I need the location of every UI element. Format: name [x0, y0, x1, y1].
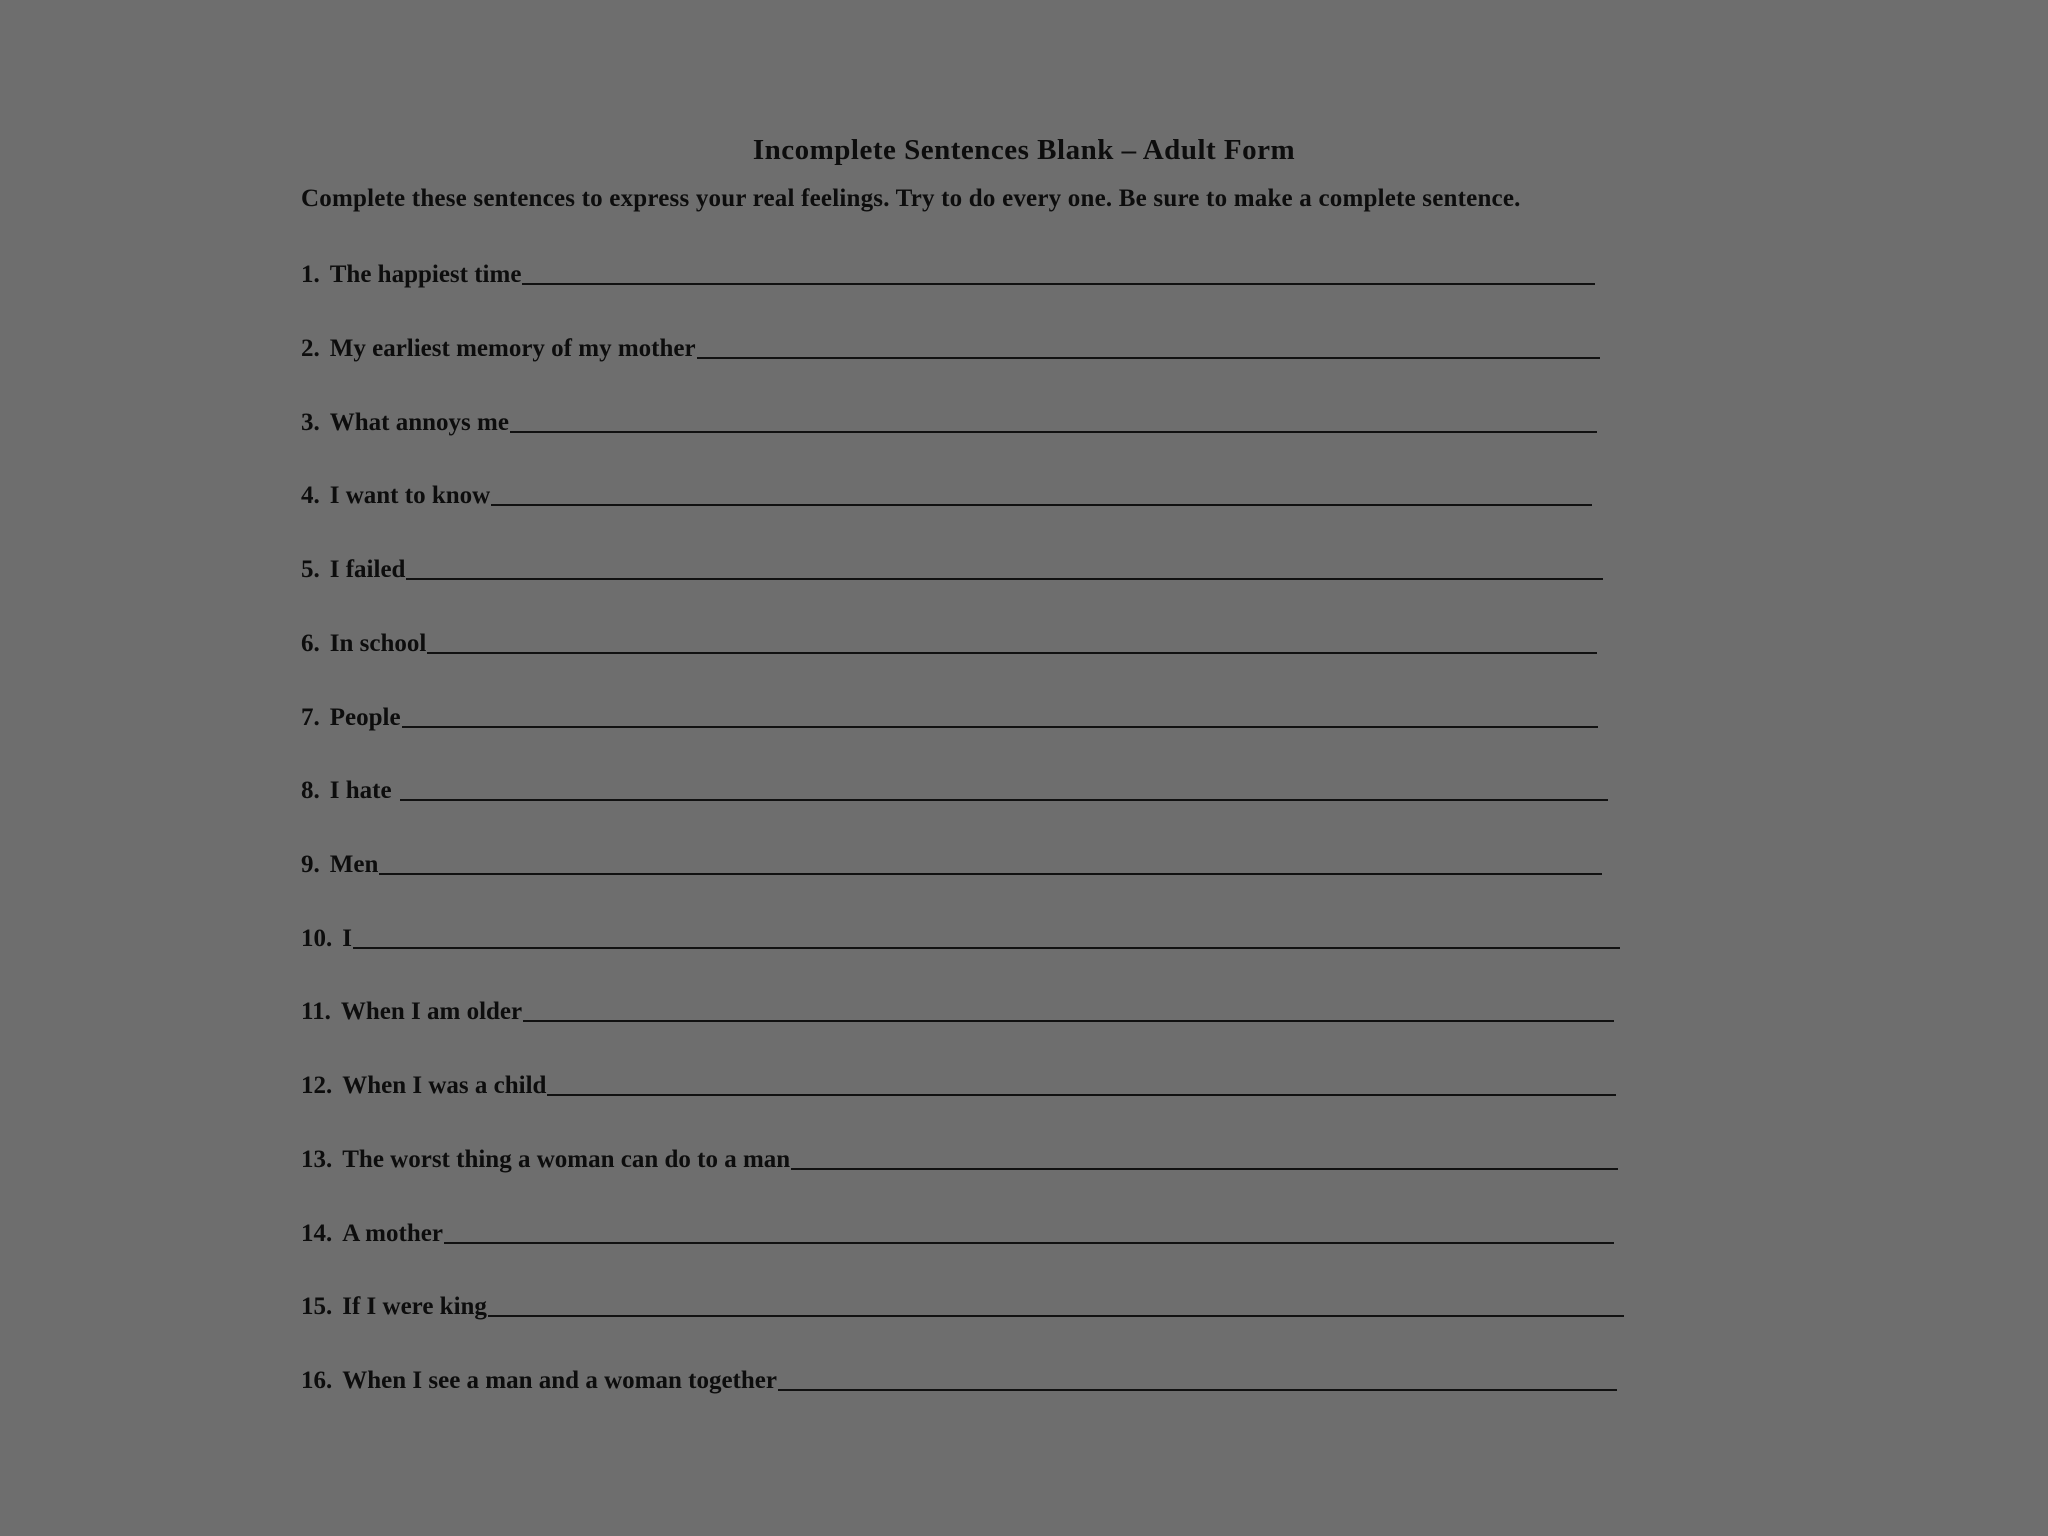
- sentence-item-8: [301, 771, 1608, 805]
- sentence-item-5: [301, 550, 1603, 584]
- item-stem: I hate: [329, 777, 392, 804]
- form-instructions: Complete these sentences to express your real feelings. Try to do every one. Be sure to make a complete sentence.: [301, 185, 1521, 212]
- answer-blank[interactable]: [402, 725, 1598, 728]
- sentence-item-15: [301, 1287, 1624, 1321]
- item-number: 3.: [301, 409, 320, 436]
- answer-blank[interactable]: [406, 577, 1603, 580]
- item-number: 7.: [301, 704, 320, 731]
- answer-blank[interactable]: [353, 946, 1620, 949]
- answer-blank[interactable]: [427, 651, 1597, 654]
- item-stem: My earliest memory of my mother: [329, 335, 696, 362]
- item-stem: When I was a child: [342, 1072, 547, 1099]
- item-stem: I: [342, 925, 352, 952]
- form-title: [0, 134, 2048, 167]
- sentence-item-3: [301, 403, 1597, 437]
- item-stem: What annoys me: [329, 409, 509, 436]
- item-stem: People: [329, 704, 401, 731]
- sentence-item-11: [301, 992, 1614, 1026]
- sentence-item-7: [301, 698, 1598, 732]
- form-title-text: Incomplete Sentences Blank – Adult Form: [752, 134, 1296, 166]
- sentence-item-12: [301, 1066, 1616, 1100]
- item-stem: I want to know: [329, 482, 491, 509]
- answer-blank[interactable]: [488, 1314, 1624, 1317]
- answer-blank[interactable]: [697, 356, 1600, 359]
- item-stem: The happiest time: [329, 261, 522, 288]
- item-number: 1.: [301, 261, 320, 288]
- answer-blank[interactable]: [444, 1241, 1614, 1244]
- item-number: 5.: [301, 556, 320, 583]
- sentence-item-9: [301, 845, 1602, 879]
- item-number: 10.: [301, 925, 333, 952]
- item-number: 2.: [301, 335, 320, 362]
- answer-blank[interactable]: [523, 1019, 1614, 1022]
- answer-blank[interactable]: [547, 1093, 1616, 1096]
- sentence-item-1: [301, 255, 1595, 289]
- item-stem: In school: [329, 630, 427, 657]
- item-number: 8.: [301, 777, 320, 804]
- sentence-item-14: [301, 1214, 1614, 1248]
- item-stem: The worst thing a woman can do to a man: [342, 1146, 791, 1173]
- item-number: 6.: [301, 630, 320, 657]
- item-number: 11.: [301, 998, 331, 1025]
- answer-blank[interactable]: [522, 282, 1595, 285]
- item-number: 9.: [301, 851, 320, 878]
- item-number: 16.: [301, 1367, 333, 1394]
- sentence-item-4: [301, 476, 1592, 510]
- answer-blank[interactable]: [510, 430, 1597, 433]
- answer-blank[interactable]: [379, 872, 1602, 875]
- sentence-item-13: [301, 1140, 1618, 1174]
- sentence-item-6: [301, 624, 1597, 658]
- item-stem: When I see a man and a woman together: [342, 1367, 777, 1394]
- item-number: 14.: [301, 1220, 333, 1247]
- answer-blank[interactable]: [778, 1388, 1617, 1391]
- answer-blank[interactable]: [491, 503, 1592, 506]
- item-stem: If I were king: [342, 1293, 487, 1320]
- item-stem: I failed: [329, 556, 406, 583]
- item-stem: Men: [329, 851, 379, 878]
- item-number: 4.: [301, 482, 320, 509]
- sentence-item-2: [301, 329, 1600, 363]
- item-stem: When I am older: [340, 998, 523, 1025]
- answer-blank[interactable]: [791, 1167, 1618, 1170]
- item-number: 12.: [301, 1072, 333, 1099]
- item-number: 15.: [301, 1293, 333, 1320]
- sentence-item-10: [301, 919, 1620, 953]
- answer-blank[interactable]: [400, 798, 1608, 801]
- sentence-item-16: [301, 1361, 1617, 1395]
- item-stem: A mother: [342, 1220, 443, 1247]
- item-number: 13.: [301, 1146, 333, 1173]
